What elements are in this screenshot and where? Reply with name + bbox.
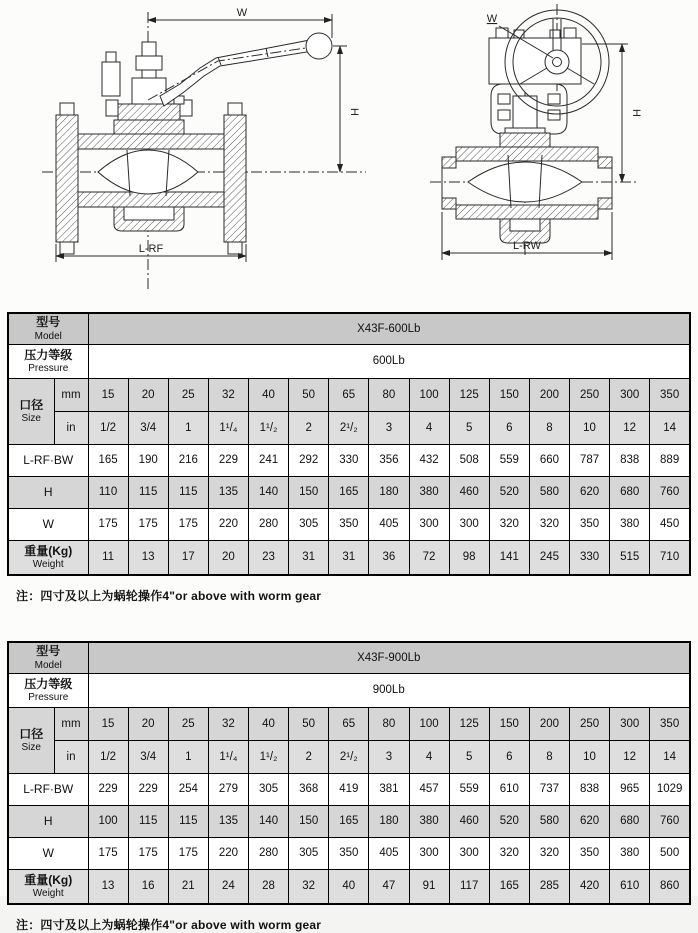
value-cell: 141 (489, 541, 529, 576)
size-mm-cell: 250 (570, 379, 610, 412)
pressure-label-cn: 压力等级 (24, 347, 73, 362)
value-cell: 31 (329, 541, 369, 576)
size-mm-cell: 40 (249, 379, 289, 412)
pressure-value: 600Lb (88, 345, 690, 379)
valve-drawings (0, 0, 698, 302)
worm-gear-note: 注：四寸及以上为蜗轮操作4"or above with worm gear (16, 589, 322, 603)
size-in-cell: 1 (168, 741, 208, 774)
value-cell: 380 (610, 509, 650, 541)
size-mm-cell: 100 (409, 379, 449, 412)
size-mm-cell: 350 (650, 708, 690, 741)
value-cell: 610 (610, 870, 650, 905)
value-cell: 17 (168, 541, 208, 576)
width-row (8, 509, 690, 541)
value-cell: 11 (88, 541, 128, 576)
value-cell: 450 (650, 509, 690, 541)
value-cell: 32 (289, 870, 329, 905)
model-header (8, 313, 88, 345)
mm-label: mm (54, 708, 88, 741)
size-in-cell: 3/4 (128, 412, 168, 445)
value-cell: 300 (449, 838, 489, 870)
width-row (8, 838, 690, 870)
model-label-cn: 型号 (36, 315, 61, 330)
gearbox (489, 38, 581, 84)
height-row (8, 806, 690, 838)
model-value: X43F-600Lb (88, 313, 690, 345)
model-label-cn: 型号 (36, 644, 61, 659)
value-cell: 91 (409, 870, 449, 905)
length-row (8, 445, 690, 477)
dim-label-h: H (630, 109, 642, 117)
value-cell: 175 (128, 838, 168, 870)
value-cell: 23 (249, 541, 289, 576)
stuffing-box (132, 78, 166, 104)
row-label: L-RF·BW (23, 452, 74, 467)
size-in-cell: 1/2 (88, 741, 128, 774)
size-in-cell: 12 (610, 741, 650, 774)
size-in-cell: 3 (369, 741, 409, 774)
value-cell: 220 (208, 838, 248, 870)
size-in-cell: 3/4 (128, 741, 168, 774)
size-mm-cell: 300 (610, 379, 650, 412)
size-mm-cell: 40 (249, 708, 289, 741)
model-label-en: Model (34, 330, 62, 342)
dim-label-h: H (348, 108, 360, 116)
size-mm-cell: 80 (369, 379, 409, 412)
value-cell: 245 (529, 541, 569, 576)
value-cell: 680 (610, 806, 650, 838)
model-value: X43F-900Lb (88, 642, 690, 674)
value-cell: 229 (88, 774, 128, 806)
value-cell: 190 (128, 445, 168, 477)
pressure-row (8, 345, 690, 379)
size-mm-cell: 25 (168, 379, 208, 412)
size-mm-cell: 32 (208, 379, 248, 412)
value-cell: 285 (529, 870, 569, 905)
value-cell: 405 (369, 509, 409, 541)
value-cell: 175 (168, 838, 208, 870)
worm-gear-note: 注：四寸及以上为蜗轮操作4"or above with worm gear (16, 918, 322, 932)
size-in-cell: 8 (529, 741, 569, 774)
value-cell: 380 (610, 838, 650, 870)
value-cell: 660 (529, 445, 569, 477)
value-cell: 889 (650, 445, 690, 477)
right-flange (224, 115, 246, 242)
size-mm-cell: 20 (128, 708, 168, 741)
size-in-cell: 5 (449, 412, 489, 445)
value-cell: 460 (449, 477, 489, 509)
weight-row-header (8, 541, 88, 576)
value-cell: 737 (529, 774, 569, 806)
size-in-cell: 2¹/₂ (329, 412, 369, 445)
size-in-cell: 4 (409, 412, 449, 445)
spec-table (7, 312, 691, 576)
value-cell: 180 (369, 806, 409, 838)
width-row-header (8, 838, 88, 870)
value-cell: 36 (369, 541, 409, 576)
value-cell: 320 (529, 838, 569, 870)
size-mm-cell: 200 (529, 708, 569, 741)
value-cell: 320 (529, 509, 569, 541)
body-bottom-wall (456, 205, 598, 219)
value-cell: 305 (289, 509, 329, 541)
value-cell: 350 (329, 509, 369, 541)
value-cell: 280 (249, 838, 289, 870)
value-cell: 21 (168, 870, 208, 905)
value-cell: 330 (570, 541, 610, 576)
left-flange (56, 115, 78, 242)
size-mm-cell: 80 (369, 708, 409, 741)
value-cell: 330 (329, 445, 369, 477)
size-header (8, 379, 54, 445)
value-cell: 320 (489, 838, 529, 870)
value-cell: 320 (489, 509, 529, 541)
length-row (8, 774, 690, 806)
stem (513, 96, 537, 132)
value-cell: 72 (409, 541, 449, 576)
value-cell: 787 (570, 445, 610, 477)
value-cell: 140 (249, 806, 289, 838)
plug (468, 162, 582, 202)
value-cell: 117 (449, 870, 489, 905)
size-mm-cell: 150 (489, 379, 529, 412)
value-cell: 432 (409, 445, 449, 477)
value-cell: 135 (208, 806, 248, 838)
size-in-row (8, 412, 690, 445)
value-cell: 115 (128, 477, 168, 509)
value-cell: 305 (289, 838, 329, 870)
size-mm-row (8, 379, 690, 412)
value-cell: 115 (168, 477, 208, 509)
value-cell: 350 (570, 509, 610, 541)
value-cell: 150 (289, 477, 329, 509)
table-section-600lb (0, 312, 698, 604)
in-label: in (54, 741, 88, 774)
size-mm-cell: 65 (329, 708, 369, 741)
weight-label-en: Weight (32, 888, 64, 900)
value-cell: 380 (409, 477, 449, 509)
body-top-flange (500, 133, 550, 147)
size-in-cell: 2 (289, 412, 329, 445)
value-cell: 559 (449, 774, 489, 806)
size-mm-cell: 50 (289, 708, 329, 741)
value-cell: 47 (369, 870, 409, 905)
value-cell: 115 (168, 806, 208, 838)
size-mm-cell: 15 (88, 708, 128, 741)
value-cell: 175 (128, 509, 168, 541)
value-cell: 460 (449, 806, 489, 838)
value-cell: 165 (329, 477, 369, 509)
size-mm-cell: 125 (449, 379, 489, 412)
pressure-value: 900Lb (88, 674, 690, 708)
value-cell: 620 (570, 477, 610, 509)
value-cell: 559 (489, 445, 529, 477)
value-cell: 1029 (650, 774, 690, 806)
size-mm-cell: 125 (449, 708, 489, 741)
pressure-row (8, 674, 690, 708)
row-label: L-RF·BW (23, 781, 74, 796)
value-cell: 380 (409, 806, 449, 838)
value-cell: 140 (249, 477, 289, 509)
value-cell: 350 (329, 838, 369, 870)
size-mm-cell: 300 (610, 708, 650, 741)
value-cell: 28 (249, 870, 289, 905)
value-cell: 860 (650, 870, 690, 905)
value-cell: 350 (570, 838, 610, 870)
size-in-cell: 1¹/₂ (249, 412, 289, 445)
value-cell: 110 (88, 477, 128, 509)
size-in-cell: 4 (409, 741, 449, 774)
value-cell: 457 (409, 774, 449, 806)
value-cell: 420 (570, 870, 610, 905)
value-cell: 254 (168, 774, 208, 806)
size-in-cell: 1¹/₄ (208, 741, 248, 774)
size-in-cell: 8 (529, 412, 569, 445)
size-mm-cell: 65 (329, 379, 369, 412)
value-cell: 620 (570, 806, 610, 838)
height-row-header (8, 806, 88, 838)
size-in-cell: 10 (570, 741, 610, 774)
size-in-cell: 6 (489, 412, 529, 445)
size-in-cell: 1 (168, 412, 208, 445)
model-label-en: Model (34, 659, 62, 671)
row-label: H (43, 813, 53, 828)
value-cell: 165 (329, 806, 369, 838)
size-in-cell: 2 (289, 741, 329, 774)
size-header (8, 708, 54, 774)
bonnet-flange (114, 120, 184, 134)
value-cell: 16 (128, 870, 168, 905)
value-cell: 175 (168, 509, 208, 541)
weight-row (8, 541, 690, 576)
size-mm-cell: 20 (128, 379, 168, 412)
body-top-wall (456, 147, 598, 161)
value-cell: 165 (88, 445, 128, 477)
size-label-cn: 口径 (19, 726, 44, 741)
latch-bracket (102, 62, 120, 96)
pressure-label-cn: 压力等级 (24, 676, 73, 691)
value-cell: 300 (449, 509, 489, 541)
size-mm-cell: 25 (168, 708, 208, 741)
size-mm-cell: 350 (650, 379, 690, 412)
value-cell: 500 (650, 838, 690, 870)
value-cell: 175 (88, 838, 128, 870)
value-cell: 760 (650, 477, 690, 509)
value-cell: 368 (289, 774, 329, 806)
value-cell: 220 (208, 509, 248, 541)
value-cell: 280 (249, 509, 289, 541)
size-label-en: Size (21, 413, 41, 425)
size-mm-cell: 250 (570, 708, 610, 741)
value-cell: 300 (409, 509, 449, 541)
plug (98, 150, 198, 194)
size-label-en: Size (21, 742, 41, 754)
value-cell: 98 (449, 541, 489, 576)
size-label-cn: 口径 (19, 397, 44, 412)
value-cell: 180 (369, 477, 409, 509)
value-cell: 229 (128, 774, 168, 806)
in-label: in (54, 412, 88, 445)
lever-ball-end (306, 33, 332, 59)
value-cell: 300 (409, 838, 449, 870)
value-cell: 508 (449, 445, 489, 477)
gear-valve-drawing (404, 0, 698, 302)
spec-table (7, 641, 691, 905)
dim-label-w: W (486, 13, 498, 25)
size-in-cell: 5 (449, 741, 489, 774)
weight-row (8, 870, 690, 905)
pressure-header (8, 674, 88, 708)
gland (118, 104, 180, 120)
size-in-cell: 1¹/₄ (208, 412, 248, 445)
value-cell: 405 (369, 838, 409, 870)
dim-label-lrw: L-RW (513, 240, 541, 252)
model-row (8, 313, 690, 345)
size-in-cell: 12 (610, 412, 650, 445)
row-label: H (43, 484, 53, 499)
value-cell: 20 (208, 541, 248, 576)
value-cell: 515 (610, 541, 650, 576)
value-cell: 610 (489, 774, 529, 806)
weight-label-cn: 重量(Kg) (24, 872, 73, 887)
pressure-label-en: Pressure (28, 692, 69, 704)
height-row (8, 477, 690, 509)
value-cell: 216 (168, 445, 208, 477)
size-mm-cell: 150 (489, 708, 529, 741)
model-header (8, 642, 88, 674)
value-cell: 165 (489, 870, 529, 905)
value-cell: 241 (249, 445, 289, 477)
size-mm-cell: 15 (88, 379, 128, 412)
value-cell: 710 (650, 541, 690, 576)
table-section-900lb (0, 641, 698, 933)
value-cell: 279 (208, 774, 248, 806)
size-in-cell: 1¹/₂ (249, 741, 289, 774)
value-cell: 13 (88, 870, 128, 905)
value-cell: 229 (208, 445, 248, 477)
model-row (8, 642, 690, 674)
value-cell: 580 (529, 477, 569, 509)
mm-label: mm (54, 379, 88, 412)
body-top-wall (78, 134, 224, 149)
value-cell: 838 (570, 774, 610, 806)
value-cell: 680 (610, 477, 650, 509)
right-weld-end (598, 157, 612, 168)
value-cell: 356 (369, 445, 409, 477)
value-cell: 381 (369, 774, 409, 806)
value-cell: 40 (329, 870, 369, 905)
dim-label-w: W (236, 7, 248, 19)
pressure-label-en: Pressure (28, 363, 69, 375)
value-cell: 760 (650, 806, 690, 838)
size-in-cell: 14 (650, 741, 690, 774)
size-mm-cell: 200 (529, 379, 569, 412)
size-in-cell: 14 (650, 412, 690, 445)
value-cell: 115 (128, 806, 168, 838)
dim-label-lrf: L-RF (138, 243, 164, 255)
value-cell: 135 (208, 477, 248, 509)
weight-label-en: Weight (32, 559, 64, 571)
height-row-header (8, 477, 88, 509)
size-in-row (8, 741, 690, 774)
value-cell: 31 (289, 541, 329, 576)
value-cell: 580 (529, 806, 569, 838)
size-in-cell: 2¹/₂ (329, 741, 369, 774)
value-cell: 175 (88, 509, 128, 541)
size-in-cell: 3 (369, 412, 409, 445)
length-row-header (8, 445, 88, 477)
value-cell: 100 (88, 806, 128, 838)
value-cell: 520 (489, 806, 529, 838)
size-in-cell: 10 (570, 412, 610, 445)
lever-valve-drawing (14, 0, 404, 302)
value-cell: 520 (489, 477, 529, 509)
row-label: W (42, 516, 54, 531)
size-in-cell: 6 (489, 741, 529, 774)
value-cell: 292 (289, 445, 329, 477)
value-cell: 13 (128, 541, 168, 576)
value-cell: 419 (329, 774, 369, 806)
pressure-header (8, 345, 88, 379)
row-label: W (42, 845, 54, 860)
left-weld-end (442, 157, 456, 168)
value-cell: 838 (610, 445, 650, 477)
value-cell: 965 (610, 774, 650, 806)
size-mm-cell: 32 (208, 708, 248, 741)
size-mm-cell: 100 (409, 708, 449, 741)
value-cell: 24 (208, 870, 248, 905)
weight-row-header (8, 870, 88, 905)
weight-label-cn: 重量(Kg) (24, 543, 73, 558)
size-mm-row (8, 708, 690, 741)
value-cell: 150 (289, 806, 329, 838)
width-row-header (8, 509, 88, 541)
size-mm-cell: 50 (289, 379, 329, 412)
length-row-header (8, 774, 88, 806)
value-cell: 305 (249, 774, 289, 806)
size-in-cell: 1/2 (88, 412, 128, 445)
